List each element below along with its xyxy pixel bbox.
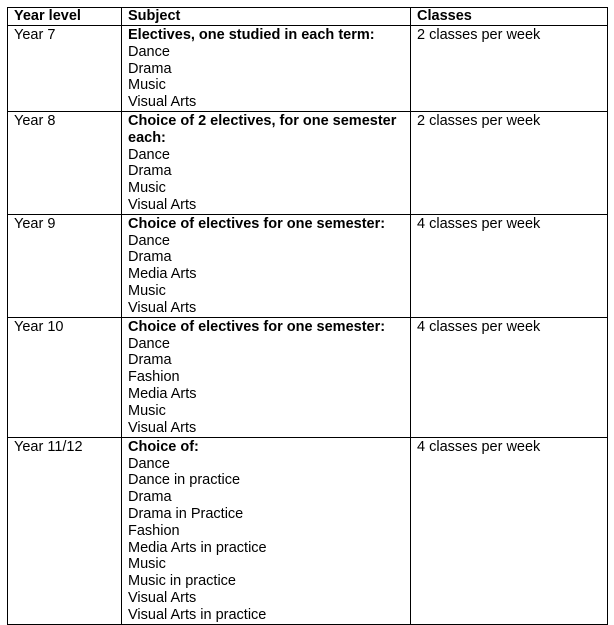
- subject-item: Media Arts: [128, 266, 197, 283]
- subject-item: Fashion: [128, 522, 180, 539]
- subject-item: Fashion: [128, 369, 180, 386]
- year-cell: Year 11/12: [8, 437, 122, 624]
- subject-item: Music: [128, 556, 166, 573]
- year-cell: Year 9: [8, 214, 122, 317]
- subject-item: Media Arts in practice: [128, 539, 267, 556]
- table-row: [8, 26, 608, 112]
- subject-item: Visual Arts: [128, 299, 197, 316]
- subject-item: Dance: [128, 455, 170, 472]
- subject-item: Drama: [128, 489, 172, 506]
- subject-heading: Choice of 2 electives, for one semester each:: [128, 112, 397, 146]
- subject-heading: Choice of:: [128, 438, 199, 455]
- subject-item: Media Arts: [128, 385, 197, 402]
- subject-item: Drama: [128, 163, 172, 180]
- subject-cell: [122, 26, 411, 112]
- header-row: [8, 8, 608, 26]
- subject-item: Music in practice: [128, 573, 236, 590]
- subject-item: Visual Arts: [128, 589, 197, 606]
- year-cell: Year 10: [8, 317, 122, 437]
- subject-item: Dance: [128, 232, 170, 249]
- subject-item: Dance in practice: [128, 472, 241, 489]
- subjects-table: [7, 7, 608, 625]
- table-row: [8, 317, 608, 437]
- subject-heading: Choice of electives for one semester:: [128, 318, 386, 335]
- subject-item: Visual Arts: [128, 94, 197, 111]
- subject-item: Visual Arts in practice: [128, 606, 267, 623]
- classes-cell: 2 classes per week: [411, 26, 608, 112]
- subject-item: Dance: [128, 335, 170, 352]
- subject-item: Drama: [128, 352, 172, 369]
- subject-item: Drama: [128, 60, 172, 77]
- subject-item: Visual Arts: [128, 196, 197, 213]
- subject-item: Music: [128, 77, 166, 94]
- header-year-level: Year level: [8, 8, 122, 26]
- classes-cell: 4 classes per week: [411, 214, 608, 317]
- subject-item: Music: [128, 402, 166, 419]
- subject-item: Dance: [128, 43, 170, 60]
- subject-item: Music: [128, 180, 166, 197]
- subject-item: Music: [128, 282, 166, 299]
- year-cell: Year 7: [8, 26, 122, 112]
- subject-item: Drama: [128, 249, 172, 266]
- subject-heading: Electives, one studied in each term:: [128, 27, 375, 43]
- subject-cell: [122, 317, 411, 437]
- year-cell: Year 8: [8, 111, 122, 214]
- table-row: [8, 214, 608, 317]
- subject-cell: [122, 214, 411, 317]
- subject-heading: Choice of electives for one semester:: [128, 215, 386, 232]
- subject-item: Dance: [128, 146, 170, 163]
- header-classes: Classes: [411, 8, 608, 26]
- classes-cell: 2 classes per week: [411, 111, 608, 214]
- classes-cell: 4 classes per week: [411, 317, 608, 437]
- classes-cell: 4 classes per week: [411, 437, 608, 624]
- subject-item: Drama in Practice: [128, 505, 244, 522]
- table-row: [8, 437, 608, 624]
- header-subject: Subject: [122, 8, 411, 26]
- table-row: [8, 111, 608, 214]
- subject-cell: [122, 111, 411, 214]
- subject-item: Visual Arts: [128, 419, 197, 436]
- subject-cell: [122, 437, 411, 624]
